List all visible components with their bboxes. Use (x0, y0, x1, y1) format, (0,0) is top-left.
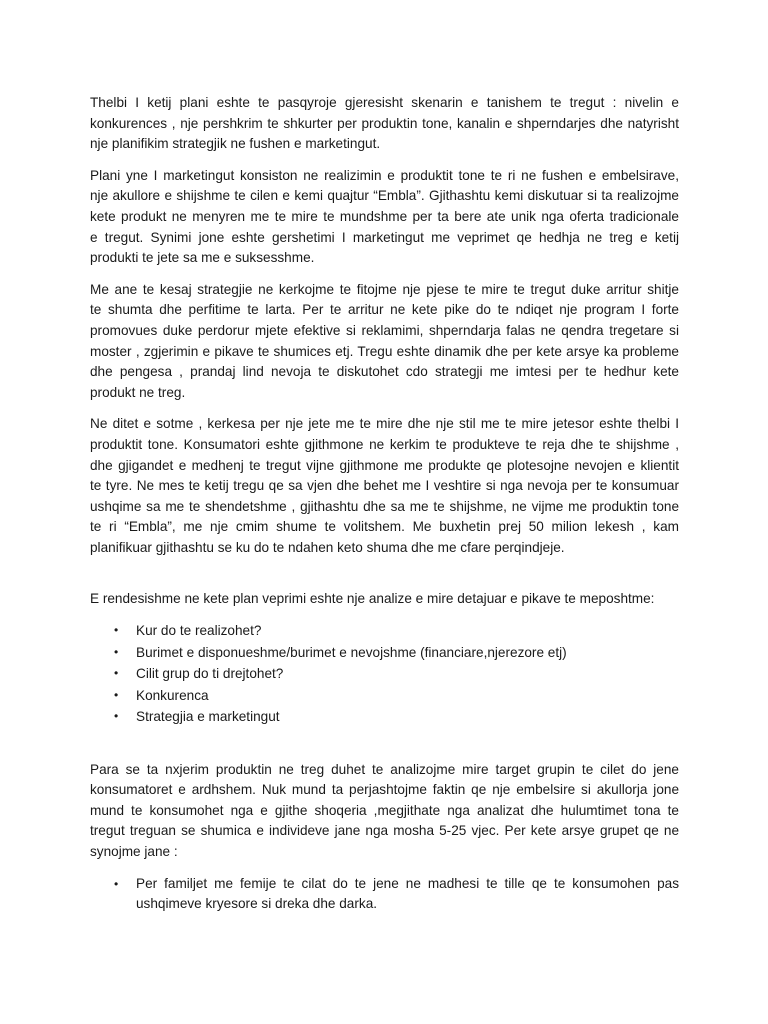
text-line: mund te konsumohet nga e gjithe shoqeria ,megjithate nga analizat dhe hulumtimet tona te (90, 802, 679, 818)
list-item (90, 620, 679, 642)
text-line: Per familjet me femije te cilat do te jene ne madhesi te tille qe te konsumohen pas (136, 875, 679, 891)
list-item (90, 706, 679, 728)
blank-line (90, 728, 679, 760)
text-line: dhe gjigandet e medhenj te tregut vijne gjithmone me produkte qe plotesojne nevojen e klientit (90, 457, 679, 473)
text-line: synojme jane : (90, 843, 178, 859)
text-line: te tyre. Ne mes te ketij tregu qe sa vjen dhe behet me I veshtire si nga nevoja per te konsumuar (90, 478, 679, 494)
text-line: moster , zgjerimin e pikave te shumices etj. Tregu eshte dinamik dhe per kete arsye ka probleme (90, 343, 679, 359)
bullet-icon: • (114, 687, 119, 702)
text-line: te shumta dhe perfitime te larta. Per te arritur ne kete pike do te ndiqet nje program I forte (90, 302, 679, 318)
paragraph-target-group (90, 760, 679, 863)
list-item (90, 685, 679, 707)
text-line: e tregut. Synimi jone eshte gershetimi I marketingut me veprimet qe hedhja ne treg e ketij (90, 229, 679, 245)
text-line: produkt ne treg. (90, 384, 186, 400)
list-item-text: Strategjia e marketingut (136, 709, 280, 725)
list-item-text: Cilit grup do ti drejtohet? (136, 666, 284, 682)
text-line: konkurences , nje pershkrim te shkurter per produktin tone, kanalin e shperndarjes dhe natyrisht (90, 115, 679, 131)
text-line: ushqimeve kryesore si dreka dhe darka. (136, 896, 378, 912)
text-line: nje planifikim strategjik ne fushen e marketingut. (90, 136, 381, 152)
text-line: promovues duke perdorur mjete efektive si reklamimi, shperndarja falas ne qendra tregetare si (90, 322, 679, 338)
text-line: nje akullore e shijshme te cilen e kemi quajtur “Embla”. Gjithashtu kemi diskutuar si ta realizojme (90, 188, 679, 204)
text-line: Me ane te kesaj strategjie ne kerkojme te fitojme nje pjese te mire te tregut duke arritur shitje (90, 281, 679, 297)
text-line: Thelbi I ketij plani eshte te pasqyroje gjeresisht skenarin e tanishem te tregut : nivelin e (90, 95, 679, 110)
list-item (90, 663, 679, 685)
list-item-text: Burimet e disponueshme/burimet e nevojshme (financiare,njerezore etj) (136, 644, 567, 660)
target-group-item (90, 874, 679, 915)
blank-line (90, 569, 679, 589)
text-line: Plani yne I marketingut konsiston ne realizimin e produktit tone te ri ne fushen e embelsirave, (90, 167, 679, 183)
list-item (90, 642, 679, 664)
text-line: kete produkt ne menyren me te mire te mundshme per ta bere ate unik nga oferta tradicionale (90, 208, 679, 224)
paragraph-consumer-demand (90, 414, 679, 558)
paragraph-intro (90, 93, 679, 155)
bullet-icon: • (114, 876, 119, 891)
text-line: ushqime sa me te shendetshme , gjithashtu dhe sa me te shijshme, ne vijme me produktin tone (90, 498, 679, 514)
text-line: planifikuar gjithashtu se ku do te ndahen keto shuma dhe me cfare perqindjeje. (90, 539, 565, 555)
text-line: te ri “Embla”, me nje cmim shume te volitshem. Me buxhetin prej 50 milion lekesh , kam (90, 519, 679, 535)
list-item-text: Kur do te realizohet? (136, 623, 262, 639)
text-line: dhe pengesa , prandaj lind nevoja te diskutohet cdo strategji me imtesi per te hedhur kete (90, 364, 679, 380)
text-line: produktit tone. Konsumatori eshte gjithmone ne kerkim te produkteve te reja dhe te shijshme , (90, 436, 679, 452)
bullet-icon: • (114, 623, 119, 638)
text-line: Para se ta nxjerim produktin ne treg duhet te analizojme mire target grupin te cilet do jene (90, 761, 679, 777)
text-line: Ne ditet e sotme , kerkesa per nje jete me te mire dhe nje stil me te mire jetesor eshte thelbi I (90, 416, 679, 432)
text-line: konsumatoret e ardhshem. Nuk mund ta perjashtojme faktin qe nje embelsire si akullorja jone (90, 782, 679, 798)
paragraph-marketing-plan (90, 166, 679, 269)
bullet-icon: • (114, 666, 119, 681)
analysis-intro: E rendesishme ne kete plan veprimi eshte nje analize e mire detajuar e pikave te meposhtme: (90, 591, 655, 607)
text-line: produkti te jete sa me e suksesshme. (90, 250, 315, 266)
text-line: tregut treguan se shumica e individeve jane nga mosha 5-25 vjec. Per kete arsye grupet qe ne (90, 823, 679, 839)
analysis-points-list (90, 620, 679, 728)
list-item-text: Konkurenca (136, 687, 209, 703)
paragraph-strategy (90, 280, 679, 404)
bullet-icon: • (114, 644, 119, 659)
bullet-icon: • (114, 709, 119, 724)
